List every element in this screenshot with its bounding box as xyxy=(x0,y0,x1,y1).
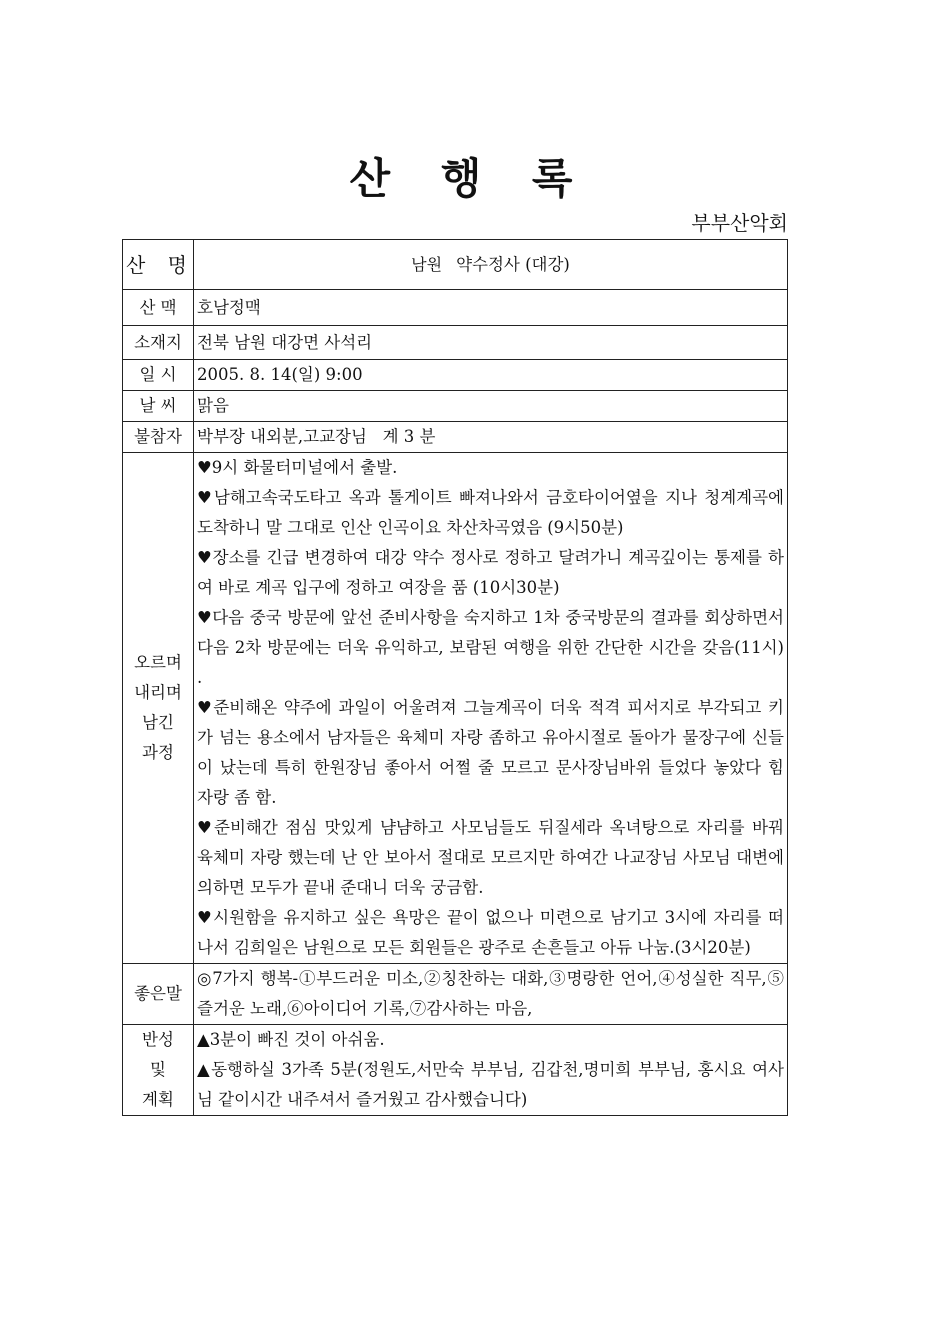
reflection-paragraph: ▲동행하실 3가족 5분(정원도,서만숙 부부님, 김갑천,명미희 부부님, 홍시요 여사님 같이시간 내주셔서 즐거웠고 감사했습니다) xyxy=(197,1060,784,1109)
label-process-line: 과정 xyxy=(142,743,174,762)
reflection-paragraph: ▲3분이 빠진 것이 아쉬움. xyxy=(197,1030,385,1049)
row-mountain xyxy=(123,240,788,290)
row-location xyxy=(123,326,788,360)
label-reflection-line: 계획 xyxy=(142,1090,174,1109)
label-absent: 불참자 xyxy=(123,422,194,453)
label-reflection-line: 반성 xyxy=(142,1030,174,1049)
process-paragraph: ♥준비해간 점심 맛있게 냠냠하고 사모님들도 뒤질세라 옥녀탕으로 자리를 바꿔 육체미 자랑 했는데 난 안 보아서 절대로 모르지만 하여간 나교장님 사모님 대변에 의하면 모두가 끝내 준대니 더욱 궁금함. xyxy=(197,818,784,897)
label-location: 소재지 xyxy=(123,326,194,360)
label-range: 산 맥 xyxy=(123,290,194,326)
label-weather: 날 씨 xyxy=(123,391,194,422)
label-process-line: 남긴 xyxy=(142,713,174,732)
label-reflection-line: 및 xyxy=(150,1060,166,1079)
value-datetime: 2005. 8. 14(일) 9:00 xyxy=(194,360,788,391)
row-reflection xyxy=(123,1025,788,1116)
document-title: 산 행 록 xyxy=(349,154,591,203)
label-sayings: 좋은말 xyxy=(123,964,194,1025)
row-datetime xyxy=(123,360,788,391)
value-location: 전북 남원 대강면 사석리 xyxy=(194,326,788,360)
label-process-line: 오르며 xyxy=(134,653,182,672)
value-absent: 박부장 내외분,고교장님 계 3 분 xyxy=(194,422,788,453)
hiking-log-table xyxy=(122,239,788,1116)
club-name: 부부산악회 xyxy=(691,211,788,235)
value-sayings xyxy=(194,964,788,1025)
value-mountain xyxy=(194,240,788,290)
mountain-region: 남원 xyxy=(411,254,443,274)
process-paragraph: ♥남해고속국도타고 옥과 톨게이트 빠져나와서 금호타이어옆을 지나 청계계곡에 도착하니 말 그대로 인산 인곡이요 차산차곡였음 (9시50분) xyxy=(197,488,784,537)
process-paragraph: ♥장소를 긴급 변경하여 대강 약수 정사로 정하고 달려가니 계곡깊이는 통제를 하여 바로 계곡 입구에 정하고 여장을 품 (10시30분) xyxy=(197,548,784,597)
process-paragraph: ♥9시 화물터미널에서 출발. xyxy=(197,458,398,477)
row-weather xyxy=(123,391,788,422)
value-range: 호남정맥 xyxy=(194,290,788,326)
value-weather: 맑음 xyxy=(194,391,788,422)
process-paragraph: ♥다음 중국 방문에 앞선 준비사항을 숙지하고 1차 중국방문의 결과를 회상하면서 다음 2차 방문에는 더욱 유익하고, 보람된 여행을 위한 간단한 시간을 갖음(11시) . xyxy=(197,608,784,687)
sayings-text: ◎7가지 행복-①부드러운 미소,②칭찬하는 대화,③명랑한 언어,④성실한 직무,⑤즐거운 노래,⑥아이디어 기록,⑦감사하는 마음, xyxy=(197,969,784,1018)
label-reflection xyxy=(123,1025,194,1116)
label-process-line: 내리며 xyxy=(134,683,182,702)
row-absent xyxy=(123,422,788,453)
label-process xyxy=(123,453,194,964)
label-datetime: 일 시 xyxy=(123,360,194,391)
label-mountain: 산 명 xyxy=(123,240,194,290)
row-range xyxy=(123,290,788,326)
row-process xyxy=(123,453,788,964)
process-paragraph: ♥시원함을 유지하고 싶은 욕망은 끝이 없으나 미련으로 남기고 3시에 자리를 떠나서 김희일은 남원으로 모든 회원들은 광주로 손흔들고 아듀 나눔.(3시20분) xyxy=(197,908,784,957)
process-paragraph: ♥준비해온 약주에 과일이 어울려져 그늘계곡이 더욱 적격 피서지로 부각되고 키가 넘는 용소에서 남자들은 육체미 자랑 좀하고 유아시절로 돌아가 물장구에 신들이 났는데 특히 한원장님 좋아서 어쩔 줄 모르고 문사장님바위 들었다 놓았다 힘 자랑 좀 함. xyxy=(197,698,784,807)
row-sayings xyxy=(123,964,788,1025)
value-process xyxy=(194,453,788,964)
value-reflection xyxy=(194,1025,788,1116)
mountain-name: 약수정사 (대강) xyxy=(456,254,570,274)
